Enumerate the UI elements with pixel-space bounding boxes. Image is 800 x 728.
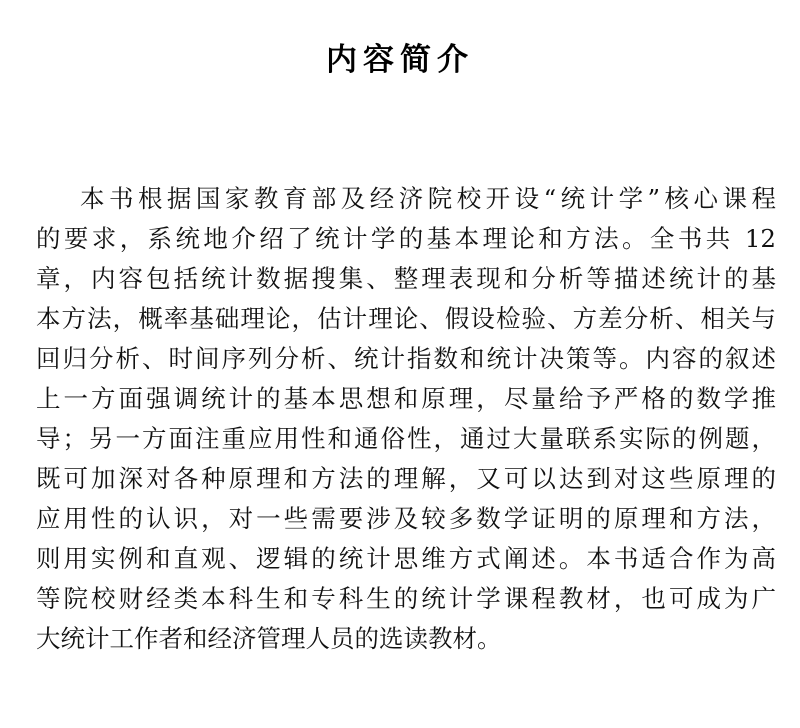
text-line: 章，内容包括统计数据搜集、整理表现和分析等描述统计的基: [36, 264, 776, 293]
text-line: 回归分析、时间序列分析、统计指数和统计决策等。内容的叙述: [36, 344, 776, 373]
text-line: 等院校财经类本科生和专科生的统计学课程教材，也可成为广: [36, 584, 776, 613]
text-line: 导；另一方面注重应用性和通俗性，通过大量联系实际的例题，: [36, 424, 776, 453]
text-line: 大统计工作者和经济管理人员的选读教材。: [36, 624, 502, 653]
text-line: 应用性的认识，对一些需要涉及较多数学证明的原理和方法，: [36, 504, 776, 533]
text-line: 的要求，系统地介绍了统计学的基本理论和方法。全书共 12: [36, 224, 776, 253]
text-line: 既可加深对各种原理和方法的理解，又可以达到对这些原理的: [36, 464, 776, 493]
text-line: 上一方面强调统计的基本思想和原理，尽量给予严格的数学推: [36, 384, 776, 413]
summary-paragraph: [36, 179, 776, 659]
text-line: 本方法，概率基础理论，估计理论、假设检验、方差分析、相关与: [36, 304, 776, 333]
text-line: 则用实例和直观、逻辑的统计思维方式阐述。本书适合作为高: [36, 544, 776, 573]
text-line: 本书根据国家教育部及经济院校开设“统计学”核心课程: [80, 184, 776, 213]
page-title: 内容简介: [326, 42, 474, 78]
